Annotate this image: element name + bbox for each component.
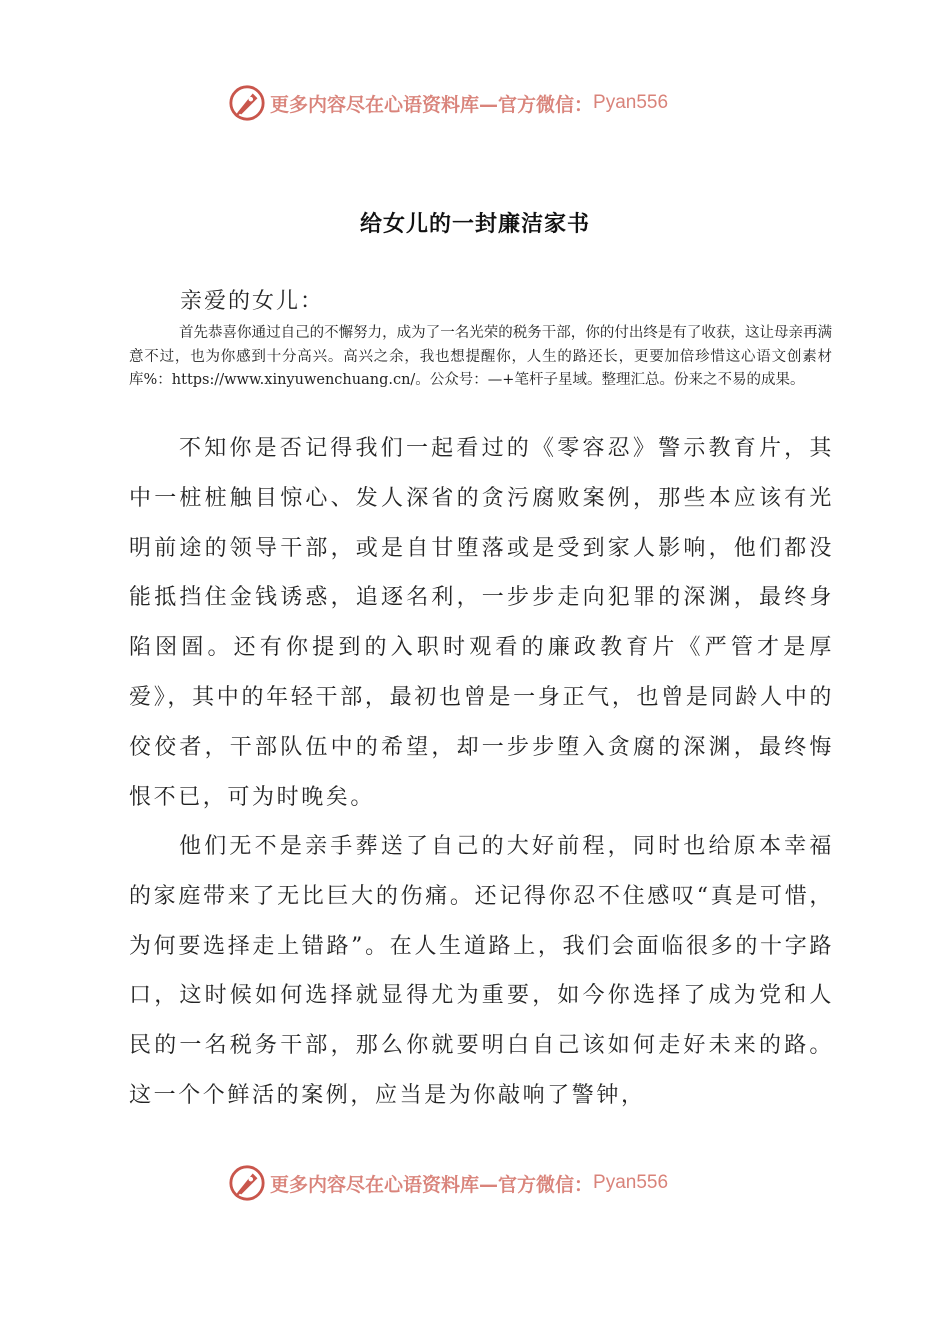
intro-paragraph: 首先恭喜你通过自己的不懈努力，成为了一名光荣的税务干部，你的付出终是有了收获，这让母亲再满意不过，也为你感到十分高兴。高兴之余，我也想提醒你，人生的路还长，更要加倍珍惜这心语文创素材库%：https://www.xinyuwenchuang.cn/。公众号：—+笔杆子星域。整理汇总。份来之不易的成果。 (129, 325, 832, 388)
body-paragraph-2: 他们无不是亲手葬送了自己的大好前程，同时也给原本幸福的家庭带来了无比巨大的伤痛。还记得你忍不住感叹“真是可惜，为何要选择走上错路”。在人生道路上，我们会面临很多的十字路口，这时候如何选择就显得尤为重要，如今你选择了成为党和人民的一名税务干部，那么你就要明白自己该如何走好未来的路。这一个个鲜活的案例，应当是为你敲响了警钟， (129, 834, 834, 1108)
footer-banner-text: 更多内容尽在心语资料库—官方微信： (270, 1173, 594, 1196)
footer-banner (0, 1163, 950, 1203)
document-title: 给女儿的一封廉洁家书 (359, 211, 590, 237)
header-banner-text: 更多内容尽在心语资料库—官方微信： (270, 93, 594, 116)
pen-nib-logo-icon (228, 1164, 266, 1202)
pen-nib-logo-icon (228, 84, 266, 122)
salutation: 亲爱的女儿： (180, 289, 325, 314)
header-banner-brand: Pyan556 (593, 92, 669, 113)
header-banner (0, 83, 950, 123)
footer-banner-brand: Pyan556 (593, 1172, 669, 1193)
body-paragraph-1: 不知你是否记得我们一起看过的《零容忍》警示教育片，其中一桩桩触目惊心、发人深省的贪污腐败案例，那些本应该有光明前途的领导干部，或是自甘堕落或是受到家人影响，他们都没能抵挡住金钱诱惑，追逐名利，一步步走向犯罪的深渊，最终身陷囹圄。还有你提到的入职时观看的廉政教育片《严管才是厚爱》，其中的年轻干部，最初也曾是一身正气，也曾是同龄人中的佼佼者，干部队伍中的希望，却一步步堕入贪腐的深渊，最终悔恨不已，可为时晚矣。 (129, 436, 834, 810)
